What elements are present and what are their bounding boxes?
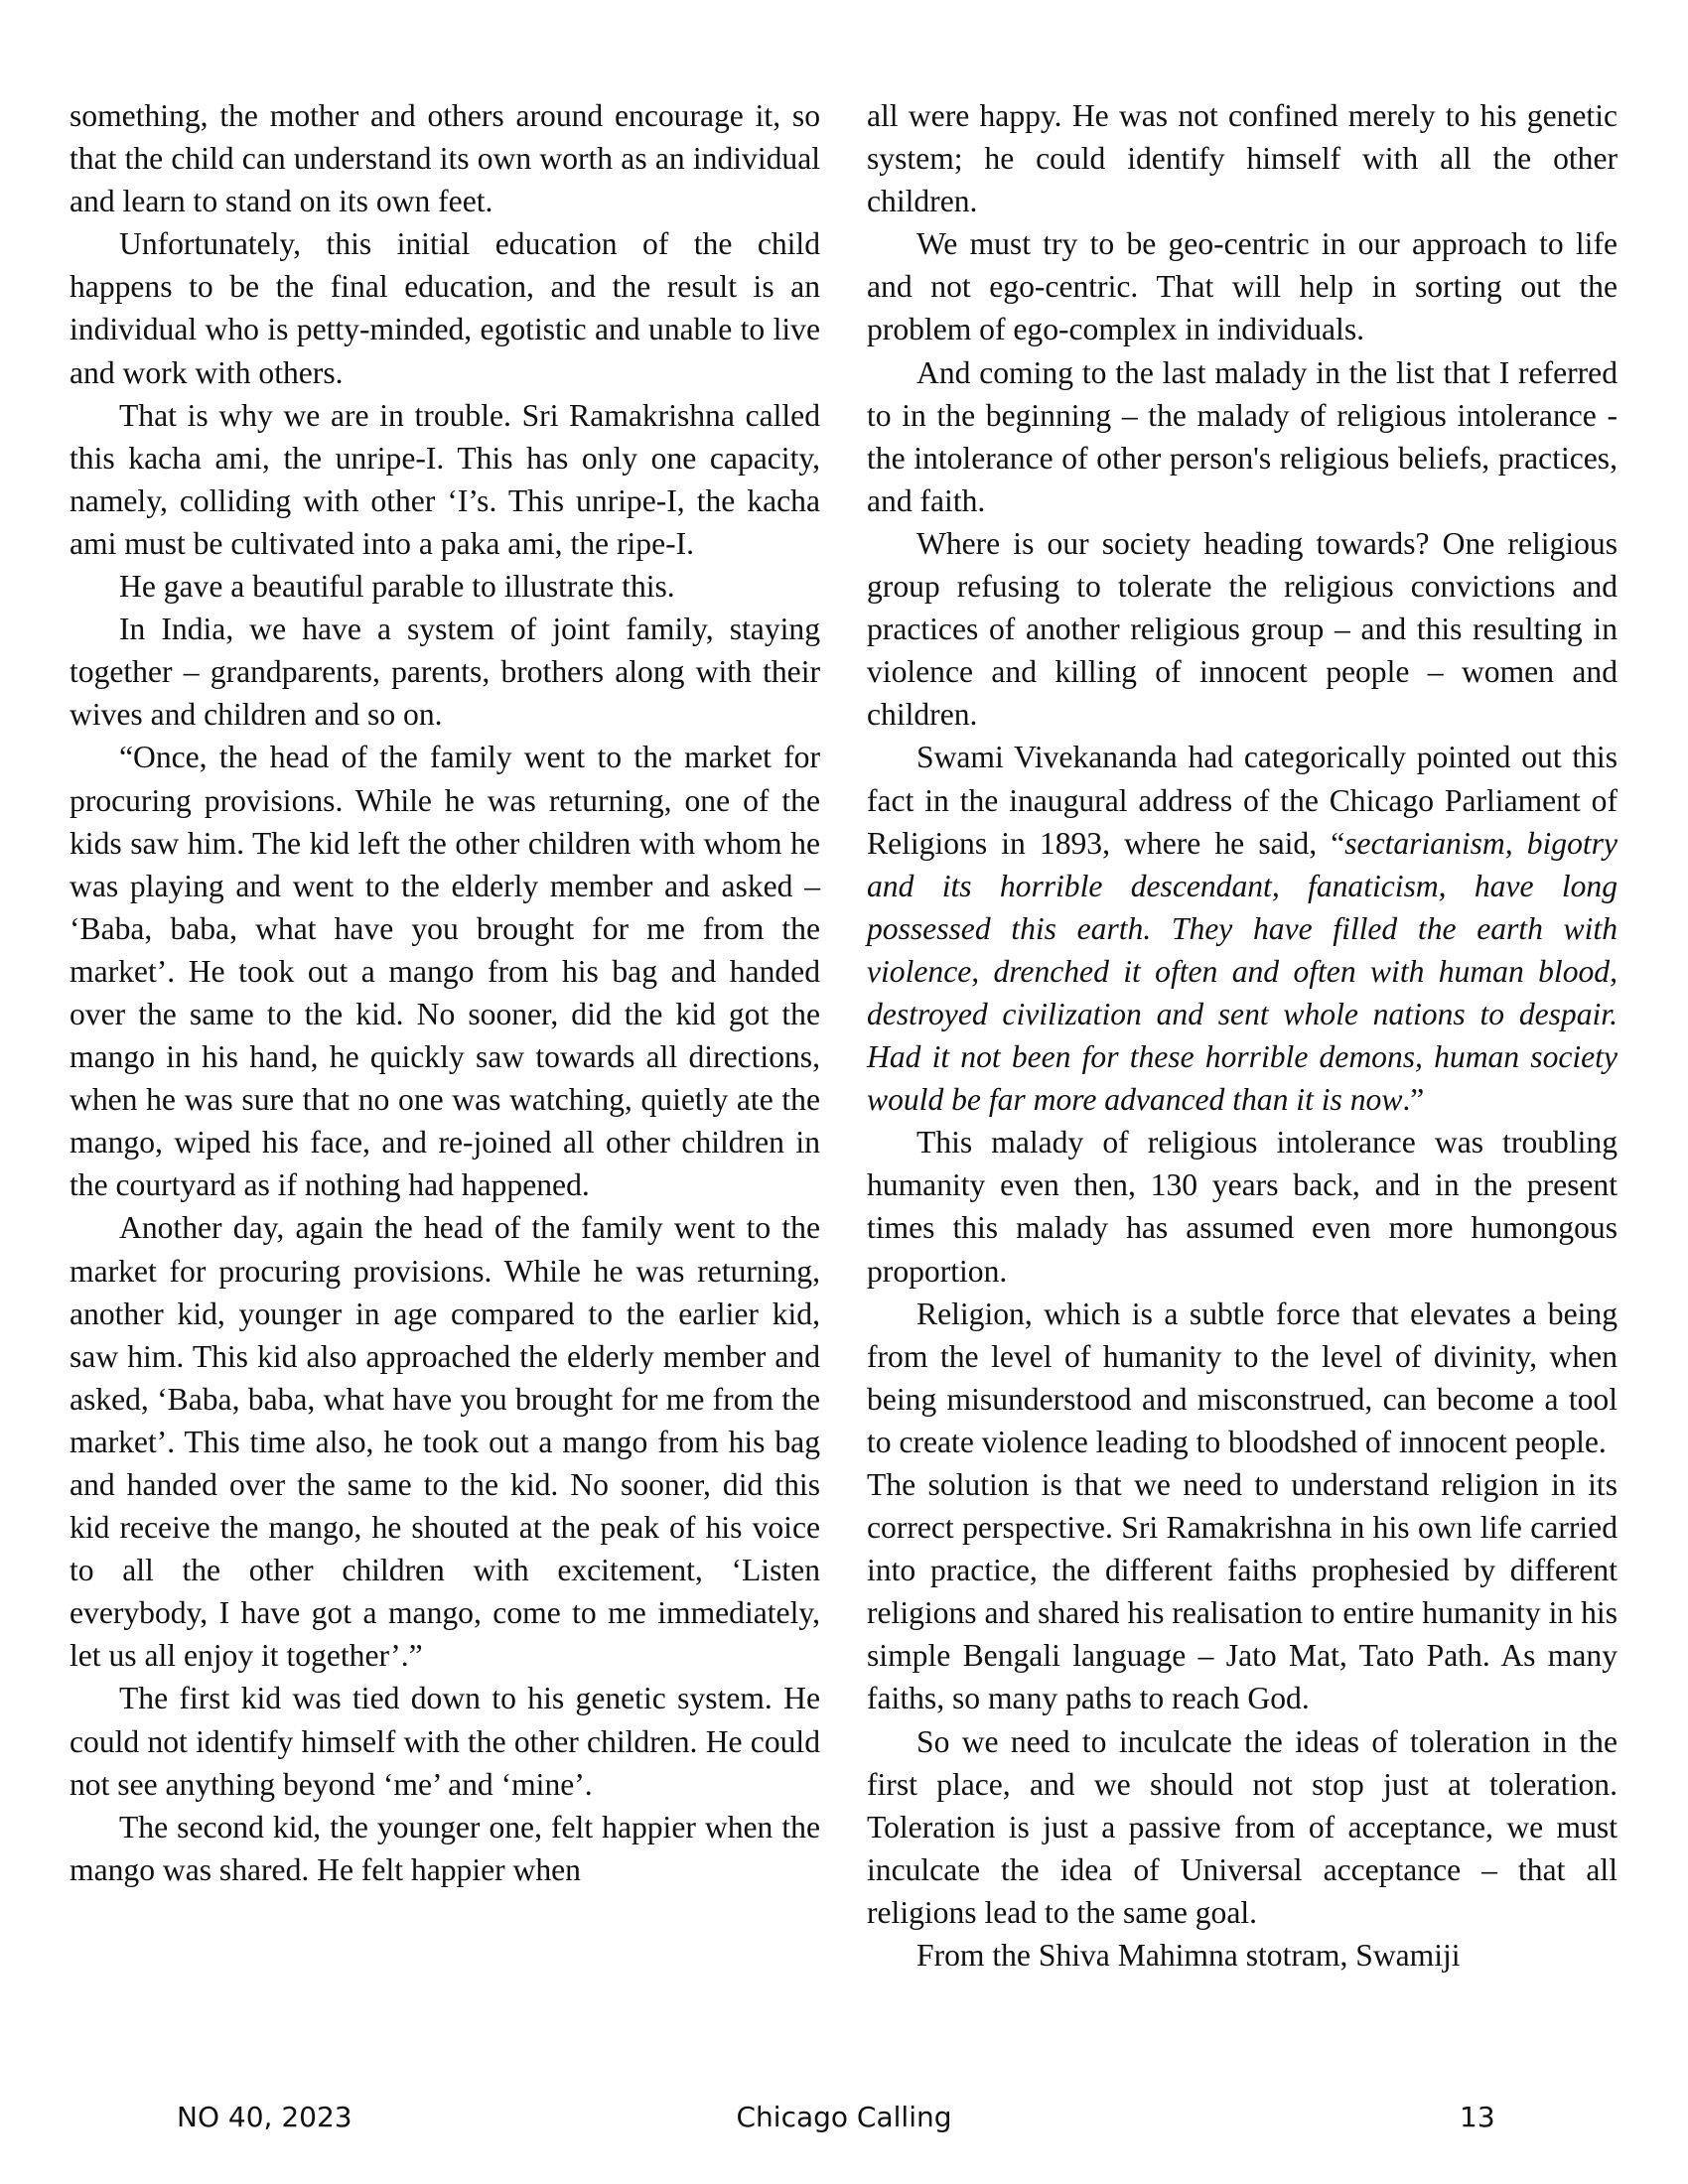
- right-text-column: [867, 94, 1618, 1977]
- paragraph: The solution is that we need to understand religion in its correct perspective. Sri Ramakrishna in his own life carried into practice, the different faiths prophesied by different religions and shared his realisation to entire humanity in his simple Bengali language – Jato Mat, Tato Path. As many faiths, so many paths to reach God.: [867, 1467, 1618, 1716]
- paragraph: “Once, the head of the family went to the market for procuring provisions. While he was returning, one of the kids saw him. The kid left the other children with whom he was playing and went to the elderly member and asked – ‘Baba, baba, what have you brought for me from the market’. He took out a mango from his bag and handed over the same to the kid. No sooner, did the kid got the mango in his hand, he quickly saw towards all directions, when he was sure that no one was watching, quietly ate the mango, wiped his face, and re-joined all other children in the courtyard as if nothing had happened.: [70, 740, 820, 1203]
- quote-intro: Swami Vivekananda had categorically pointed out this fact in the inaugural address of the Chicago Parliament of Religions in 1893, where he said, “: [867, 740, 1618, 861]
- paragraph: From the Shiva Mahimna stotram, Swamiji: [916, 1938, 1461, 1974]
- paragraph: The second kid, the younger one, felt happier when the mango was shared. He felt happier when: [70, 1809, 820, 1887]
- quote-text: sectarianism, bigotry and its horrible descendant, fanaticism, have long possessed this earth. They have filled the earth with violence, drenched it often and often with human blood, destroyed civilization and sent whole nations to despair. Had it not been for these horrible demons, human society would be far more advanced than it is now: [867, 825, 1618, 1118]
- vivekananda-quote-paragraph: [867, 736, 1618, 1121]
- paragraph-continued: something, the mother and others around encourage it, so that the child can understand its own worth as an individual and learn to stand on its own feet.: [70, 98, 820, 219]
- paragraph: He gave a beautiful parable to illustrate this.: [119, 569, 675, 605]
- paragraph: In India, we have a system of joint family, staying together – grandparents, parents, brothers along with their wives and children and so on.: [70, 612, 820, 733]
- paragraph-continued: all were happy. He was not confined merely to his genetic system; he could identify himself with all the other children.: [867, 98, 1618, 219]
- paragraph: And coming to the last malady in the list that I referred to in the beginning – the malady of religious intolerance - the intolerance of other person's religious beliefs, practices, and faith.: [867, 354, 1618, 518]
- paragraph: Unfortunately, this initial education of the child happens to be the final education, and the result is an individual who is petty-minded, egotistic and unable to live and work with others.: [70, 226, 820, 390]
- paragraph: Where is our society heading towards? One religious group refusing to tolerate the religious convictions and practices of another religious group – and this resulting in violence and killing of innocent people – women and children.: [867, 525, 1618, 733]
- paragraph: This malady of religious intolerance was troubling humanity even then, 130 years back, and in the present times this malady has assumed even more humongous proportion.: [867, 1125, 1618, 1289]
- footer-issue: NO 40, 2023: [177, 2101, 352, 2133]
- footer-page-number: 13: [1460, 2101, 1495, 2133]
- paragraph: Another day, again the head of the family went to the market for procuring provisions. While he was returning, another kid, younger in age compared to the earlier kid, saw him. This kid also approached the elderly member and asked, ‘Baba, baba, what have you brought for me from the market’. This time also, he took out a mango from his bag and handed over the same to the kid. No sooner, did this kid receive the mango, he shouted at the peak of his voice to all the other children with excitement, ‘Listen everybody, I have got a mango, come to me immediately, let us all enjoy it together’.”: [70, 1210, 820, 1674]
- quote-close: .”: [1402, 1082, 1425, 1118]
- left-text-column: [70, 94, 820, 1891]
- footer-publication: Chicago Calling: [736, 2101, 952, 2133]
- paragraph: The first kid was tied down to his genetic system. He could not identify himself with the other children. He could not see anything beyond ‘me’ and ‘mine’.: [70, 1681, 820, 1802]
- paragraph: So we need to inculcate the ideas of toleration in the first place, and we should not stop just at toleration. Toleration is just a passive from of acceptance, we must inculcate the idea of Universal acceptance – that all religions lead to the same goal.: [867, 1723, 1618, 1930]
- paragraph: Religion, which is a subtle force that elevates a being from the level of humanity to the level of divinity, when being misunderstood and misconstrued, can become a tool to create violence leading to bloodshed of innocent people.: [867, 1296, 1618, 1459]
- paragraph: That is why we are in trouble. Sri Ramakrishna called this kacha ami, the unripe-I. This has only one capacity, namely, colliding with other ‘I’s. This unripe-I, the kacha ami must be cultivated into a paka ami, the ripe-I.: [70, 397, 820, 561]
- paragraph: We must try to be geo-centric in our approach to life and not ego-centric. That will help in sorting out the problem of ego-complex in individuals.: [867, 226, 1618, 347]
